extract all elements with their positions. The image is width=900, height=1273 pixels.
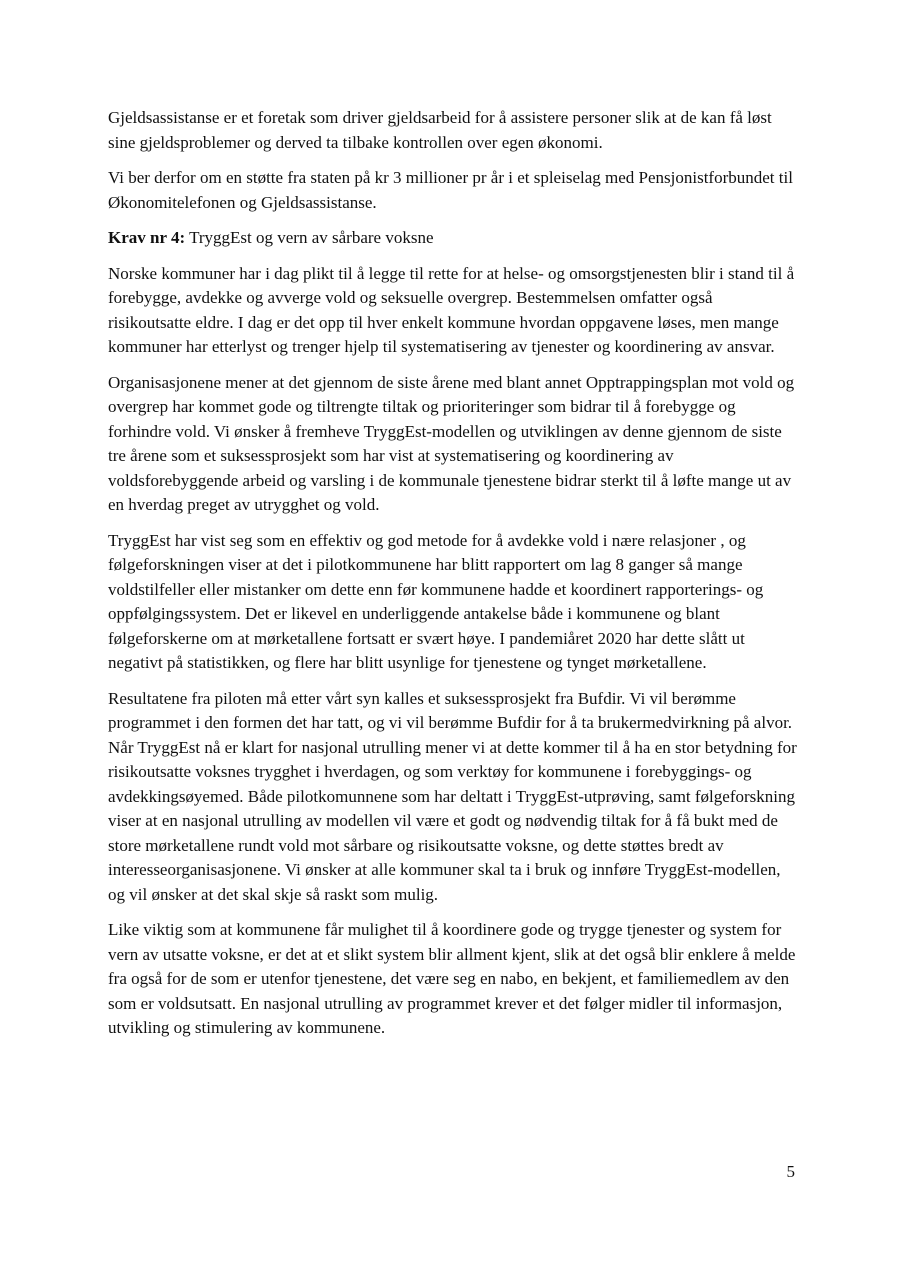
paragraph-municipal-duty: Norske kommuner har i dag plikt til å legge til rette for at helse- og omsorgstjenesten blir i stand til å forebygge, avdekke og avverge vold og seksuelle overgrep. Bestemmelsen omfatter også risikoutsatte eldre. I dag er det opp til hver enkelt kommune hvordan oppgavene løses, men mange kommuner har etterlyst og trenger hjelp til systematisering av tjenester og koordinering av ansvar.	[108, 263, 795, 356]
paragraph-gjeldsassistanse: Gjeldsassistanse er et foretak som driver gjeldsarbeid for å assistere personer slik at de kan få løst sine gjeldsproblemer og derved ta tilbake kontrollen over egen økonomi.	[108, 108, 772, 152]
paragraph-funding-request: Vi ber derfor om en støtte fra staten på kr 3 millioner pr år i et spleiselag med Pensjonistforbundet til Økonomitelefonen og Gjeldsassistanse.	[108, 168, 793, 212]
section-title: TryggEst og vern av sårbare voksne	[189, 228, 434, 247]
paragraph-organisations: Organisasjonene mener at det gjennom de siste årene med blant annet Opptrappingsplan mot vold og overgrep har kommet gode og tiltrengte tiltak og prioriteringer som bidrar til å forebygge og forhindre vold. Vi ønsker å fremheve TryggEst-modellen og utviklingen av denne gjennom de siste tre årene som et suksessprosjekt som har vist at systematisering og koordinering av voldsforebyggende arbeid og varsling i de kommunale tjenestene bidrar sterkt til å løfte mange ut av en hverdag preget av utrygghet og vold.	[108, 372, 795, 514]
document-body	[108, 106, 798, 1052]
paragraph-national-rollout: Like viktig som at kommunene får mulighet til å koordinere gode og trygge tjenester og system for vern av utsatte voksne, er det at et slikt system blir allment kjent, slik at det også blir enklere å melde fra også for de som er utenfor tjenestene, det være seg en nabo, en bekjent, et familiemedlem av den som er voldsutsatt. En nasjonal utrulling av programmet krever et det følger midler til informasjon, utvikling og stimulering av kommunene.	[108, 920, 796, 1037]
section-heading	[108, 226, 798, 251]
paragraph-pilot-results: Resultatene fra piloten må etter vårt syn kalles et suksessprosjekt fra Bufdir. Vi vil berømme programmet i den formen det har tatt, og vi vil berømme Bufdir for å ta brukermedvirkning på alvor. Når TryggEst nå er klart for nasjonal utrulling mener vi at dette kommer til å ha en stor betydning for risikoutsatte voksnes trygghet i hverdagen, og som verktøy for kommunene i forebyggings- og avdekkingsøyemed. Både pilotkomunnene som har deltatt i TryggEst-utprøving, samt følgeforskning viser at en nasjonal utrulling av modellen vil være et godt og nødvendig tiltak for å få bukt med de store mørketallene rundt vold mot sårbare og risikoutsatte voksne, og dette støttes bredt av interesseorganisasjonene. Vi ønsker at alle kommuner skal ta i bruk og innføre TryggEst-modellen, og vil ønsker at det skal skje så raskt som mulig.	[108, 688, 797, 904]
section-label: Krav nr 4:	[108, 228, 186, 247]
paragraph-tryggest-method: TryggEst har vist seg som en effektiv og god metode for å avdekke vold i nære relasjoner , og følgeforskningen viser at det i pilotkommunene har blitt rapportert om lag 8 ganger så mange voldstilfeller eller mistanker om dette enn før kommunene hadde et koordinert rapporterings- og oppfølgingssystem. Det er likevel en underliggende antakelse både i kommunene og blant følgeforskerne om at mørketallene fortsatt er svært høye. I pandemiåret 2020 har dette slått ut negativt på statistikken, og flere har blitt usynlige for tjenestene og tynget mørketallene.	[108, 530, 764, 672]
page-number: 5	[786, 1162, 795, 1181]
